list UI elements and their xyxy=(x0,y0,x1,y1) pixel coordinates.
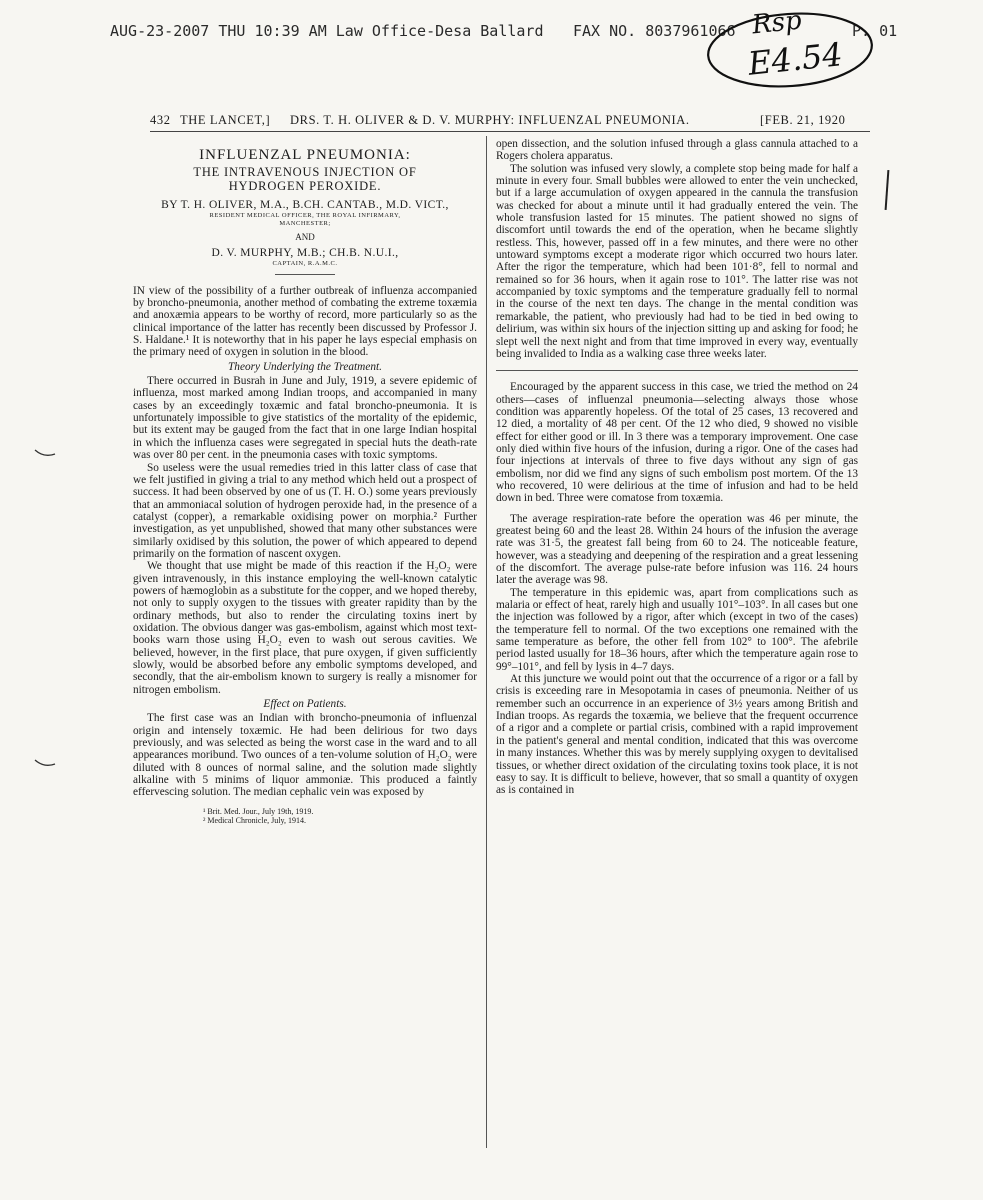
handwritten-note-2: E4.54 xyxy=(746,35,845,83)
article-title: INFLUENZAL PNEUMONIA: xyxy=(199,147,411,163)
paragraph-infusion: The solution was infused very slowly, a complete stop being made for half a minute in every four. Small bubbles were allowed to enter the vein unchecked, but if a large accumulation of oxygen appeared in the cannula the transfusion was checked for about a minute until it had gradually entered the vein. The whole transfusion lasted for 15 minutes. The patient showed no signs of discomfort until towards the end of the operation, when he became slightly restless. This, however, passed off in a few minutes, and there were no other untoward symptoms except a moderate rigor which occurred two hours later. After the rigor the temperature, which had been 101·8°, fell to normal and remained so for 36 hours, when it again rose to 101°. The latter rise was not accompanied by toxic symptoms and the temperature gradually fell to normal in the course of the next ten days. The change in the mental condition was remarkable, the patient, who previously had had to be tied in bed owing to delirium, was within six hours of the injection sitting up and asking for food; he slept well the next night and from that time improved in every way, eventually being invalided to India as a walking case three weeks later. xyxy=(496,162,858,360)
author-1: BY T. H. OLIVER, M.A., B.CH. CANTAB., M.D. VICT., xyxy=(161,199,449,212)
margin-mark xyxy=(34,448,56,458)
paragraph-first-case: The first case was an Indian with broncho-pneumonia of influenzal origin and intensely toxæmic. He had been delirious for two days previously, and was selected as being the worst case in the ward and to all appearances moribund. Two ounces of a ten-volume solution of H₂O₂ were diluted with 8 ounces of normal saline, and the solution made slightly alkaline with 5 minims of liquor ammoniæ. This produced a faintly effervescing solution. The median cephalic vein was exposed by xyxy=(133,712,477,799)
and-separator: AND xyxy=(295,232,315,243)
margin-mark xyxy=(34,758,56,768)
paragraph-reaction: We thought that use might be made of this reaction if the H₂O₂ were given intravenously, in this instance employing the well-known catalytic powers of hæmoglobin as a substitute for the copper, and we hoped thereby, not only to supply oxygen to the tissues with greater rapidity than by the ordinary methods, but also to render the circulating toxins inert by oxidation. The obvious danger was gas-embolism, against which most text-books warn those using H₂O₂ even to wash out serous cavities. We believed, however, in the first place, that pure oxygen, if given sufficiently slowly, would be absorbed before any embolic symptoms developed, and secondly, that the air-embolism known to surgery is really a misnomer for nitrogen embolism. xyxy=(133,560,477,696)
article-subtitle-2: HYDROGEN PEROXIDE. xyxy=(228,179,382,194)
author-2: D. V. MURPHY, M.B.; CH.B. N.U.I., xyxy=(211,246,399,259)
fax-number: FAX NO. 8037961066 xyxy=(573,22,736,40)
author-1-affiliation-1: RESIDENT MEDICAL OFFICER, THE ROYAL INFIRMARY, xyxy=(209,212,401,220)
author-1-affiliation-2: MANCHESTER; xyxy=(279,220,331,228)
section-heading-effect: Effect on Patients. xyxy=(263,698,347,711)
paragraph-temperature: The temperature in this epidemic was, apart from complications such as malaria or effect of heat, rarely high and usually 101°–103°. In all cases but one the injection was followed by a rigor, after which (except in two of the cases) the temperature fell to normal. Of the two exceptions one remained with the same temperature as before, the other fell from 102° to 100°. The afebrile period lasted usually for 18–36 hours, after which the temperature again rose to 99°–101°, and fell by lysis in 4–7 days. xyxy=(496,586,858,673)
issue-date: [FEB. 21, 1920 xyxy=(760,113,846,127)
fax-page-number: P. 01 xyxy=(852,22,898,40)
footnote-1: ¹ Brit. Med. Jour., July 19th, 1919. xyxy=(203,806,314,816)
running-title: DRS. T. H. OLIVER & D. V. MURPHY: INFLUENZAL PNEUMONIA. xyxy=(290,113,690,127)
footnote-2: ² Medical Chronicle, July, 1914. xyxy=(203,815,306,825)
right-column xyxy=(496,138,858,797)
margin-bar-mark xyxy=(885,170,890,210)
page-number: 432 xyxy=(150,113,171,127)
paragraph-busrah: There occurred in Busrah in June and July, 1919, a severe epidemic of influenza, most marked among Indian troops, and accompanied in many cases by an exceedingly toxæmic and fatal broncho-pneumonia. It is unfortunately impossible to give statistics of the mortality of the epidemic, but its extent may be gauged from the fact that in one large Indian hospital in which the influenza cases were segregated in special huts the death-rate was over 80 per cent. in the pneumonia cases with toxic symptoms. xyxy=(133,375,477,462)
title-rule xyxy=(275,274,335,275)
running-header xyxy=(150,113,870,132)
intro-paragraph: IN view of the possibility of a further outbreak of influenza accompanied by broncho-pneumonia, another method of combating the extreme toxæmia and anoxæmia appears to be worthy of record, more particularly so as the clinical importance of the latter has recently been discussed by Professor J. S. Haldane.¹ It is noteworthy that in his paper he lays especial emphasis on the primary need of oxygen in solution in the blood. xyxy=(133,284,477,359)
left-column xyxy=(133,139,477,825)
section-rule xyxy=(496,370,858,371)
column-divider xyxy=(486,136,487,1148)
paragraph-results: Encouraged by the apparent success in this case, we tried the method on 24 others—cases of influenzal pneumonia—selecting always those whose condition was apparently hopeless. Of the total of 25 cases, 13 recovered and 12 died, a mortality of 48 per cent. Of the 12 who died, 9 showed no visible effect for either good or ill. In 3 there was a temporary improvement. One case only died within five hours of the infusion, during a rigor. One of the cases had four injections at intervals of three to five days without any sign of gas embolism, nor did we find any signs of such embolism post mortem. Of the 13 who recovered, 10 were delirious at the time of infusion and had to be held down in bed. Three were comatose from toxæmia. xyxy=(496,381,858,505)
section-heading-theory: Theory Underlying the Treatment. xyxy=(228,360,382,373)
paragraph-dissection: open dissection, and the solution infused through a glass cannula attached to a Rogers cholera apparatus. xyxy=(496,138,858,163)
footnotes xyxy=(133,807,477,825)
author-2-affiliation: CAPTAIN, R.A.M.C. xyxy=(272,259,338,267)
paragraph-remedies: So useless were the usual remedies tried in this latter class of case that we felt justified in giving a trial to any method which held out a prospect of success. It had been observed by one of us (T. H. O.) some years previously that an ammoniacal solution of hydrogen peroxide had, in the presence of a catalyst (copper), a remarkable oxidising power on morphia.² Further investigation, as yet unpublished, showed that many other substances were similarly oxidised by this solution, the power of which appeared to depend primarily on the formation of nascent oxygen. xyxy=(133,461,477,560)
paragraph-respiration: The average respiration-rate before the operation was 46 per minute, the greatest being 60 and the least 28. Within 24 hours of the infusion the average rate was 31·5, the greatest fall being from 60 to 24. The noticeable feature, however, was a steadying and deepening of the respiration and a great lessening of the discomfort. The average pulse-rate before infusion was 116. 24 hours later the average was 98. xyxy=(496,512,858,587)
journal-name: THE LANCET,] xyxy=(180,113,271,127)
article-subtitle-1: THE INTRAVENOUS INJECTION OF xyxy=(193,165,417,180)
paragraph-juncture: At this juncture we would point out that the occurrence of a rigor or a fall by crisis is exceeding rare in Mesopotamia in cases of pneumonia. Neither of us remember such an occurrence in an experience of 3½ years among British and Indian troops. As regards the toxæmia, we believe that the frequent occurrence of a rigor and a complete or partial crisis, combined with a rapid improvement in the patient's general and mental condition, indicated that this was overcome in many instances. Whether this was by merely supplying oxygen to devitalised tissues, or whether direct oxidation of the circulating toxins took place, it is not easy to say. It is difficult to believe, however, that so small a quantity of oxygen as is contained in xyxy=(496,673,858,797)
fax-sender-line: AUG-23-2007 THU 10:39 AM Law Office-Desa Ballard xyxy=(110,22,544,40)
handwritten-note-1: Rsp xyxy=(750,5,803,41)
